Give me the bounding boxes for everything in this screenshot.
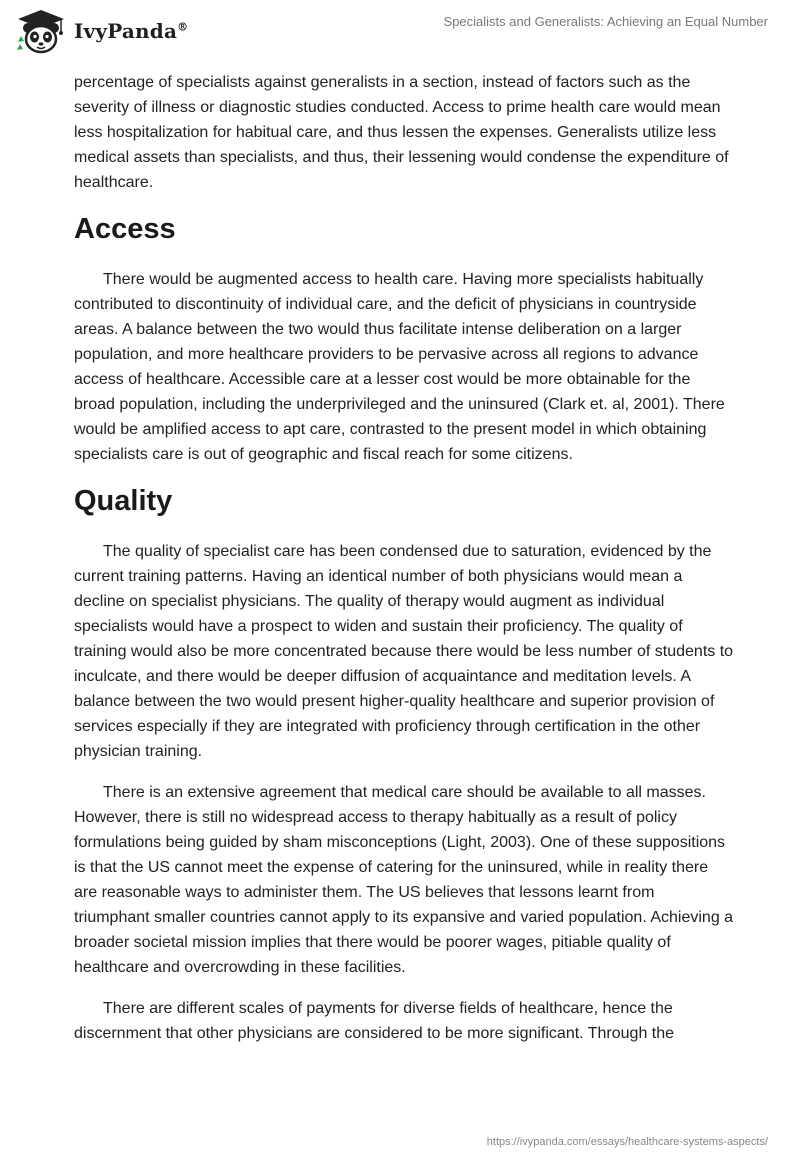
registered-mark: ® <box>177 20 189 34</box>
quality-paragraph-3: There are different scales of payments for diverse fields of healthcare, hence the discernment that other physicians are considered to be more significant. Through the <box>74 1000 675 1042</box>
access-paragraph: There would be augmented access to health care. Having more specialists habitually contributed to discontinuity of individual care, and the deficit of physicians in countryside areas. A balance between the two would thus facilitate intense deliberation on a larger population, and more healthcare providers to be pervasive across all regions to advance access of healthcare. Accessible care at a lesser cost would be more obtainable for the broad population, including the underprivileged and the uninsured (Clark et. al, 2001). There would be amplified access to apt care, contrasted to the present model in which obtaining specialists care is out of geographic and fiscal reach for some citizens. <box>74 271 725 463</box>
intro-paragraph: percentage of specialists against generalists in a section, instead of factors such as the severity of illness or diagnostic studies conducted. Access to prime health care would mean less hospitalization for habitual care, and thus lessen the expenses. Generalists utilize less medical assets than specialists, and thus, their lessening would condense the expenditure of healthcare. <box>74 74 729 191</box>
section-heading-quality: Quality <box>74 485 173 517</box>
quality-paragraph-2: There is an extensive agreement that medical care should be available to all masses. However, there is still no widespread access to therapy habitually as a result of policy formulations being guided by sham misconceptions (Light, 2003). One of these suppositions is that the US cannot meet the expense of catering for the uninsured, while in reality there are reasonable ways to administer them. The US believes that lessons learnt from triumphant smaller countries cannot apply to its expansive and varied population. Achieving a broader societal mission implies that there would be poorer wages, pitiable quality of healthcare and overcrowding in these facilities. <box>74 784 734 976</box>
brand-name <box>74 19 188 43</box>
panda-graduate-icon <box>16 8 66 54</box>
brand-text: IvyPanda <box>74 19 178 43</box>
footer-url[interactable]: https://ivypanda.com/essays/healthcare-systems-aspects/ <box>486 1136 768 1148</box>
page-header <box>0 0 800 64</box>
essay-body <box>74 70 734 1062</box>
quality-paragraph-1: The quality of specialist care has been condensed due to saturation, evidenced by the current training patterns. Having an identical number of both physicians would mean a decline on specialist physicians. The quality of therapy would augment as individual specialists would have a prospect to widen and sustain their proficiency. The quality of training would also be more concentrated because there would be less number of students to inculcate, and there would be deeper diffusion of acquaintance and meditation levels. A balance between the two would present higher-quality healthcare and superior provision of services especially if they are integrated with proficiency through certification in the other physician training. <box>74 543 734 760</box>
section-heading-access: Access <box>74 213 176 245</box>
brand-logo[interactable] <box>16 8 188 54</box>
document-title: Specialists and Generalists: Achieving an Equal Number <box>443 14 768 29</box>
